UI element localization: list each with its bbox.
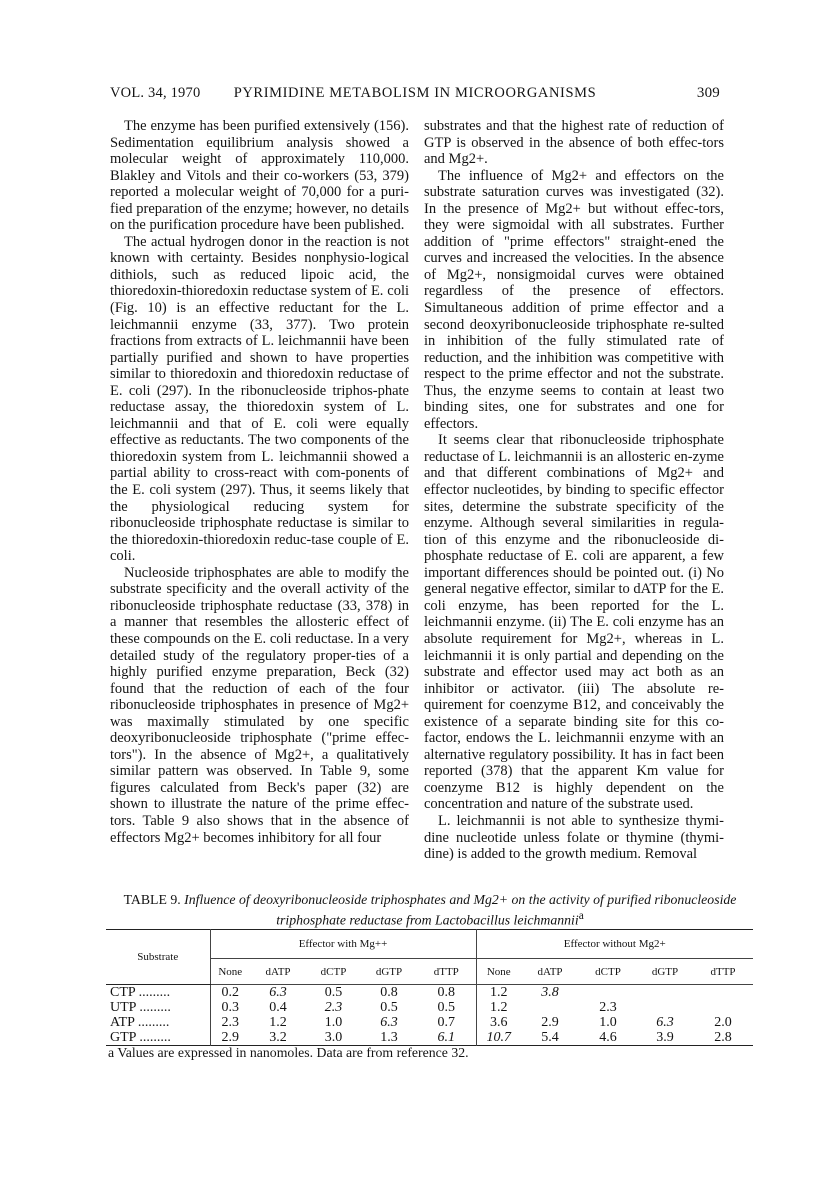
column-header: None	[210, 959, 250, 985]
value-cell: 1.2	[490, 1000, 508, 1015]
value-cell: 3.0	[324, 1030, 343, 1045]
column-header: dGTP	[637, 959, 693, 985]
value-cell: 3.2	[269, 1030, 287, 1045]
value-cell	[579, 985, 637, 1001]
paragraph: substrates and that the highest rate of reduction of GTP is observed in the absence of both effec-tors and Mg2+.	[424, 118, 724, 168]
left-column	[110, 118, 409, 846]
substrate-cell: ATP .........	[106, 1015, 210, 1030]
value-cell: 1.2	[269, 1015, 287, 1030]
value-cell	[637, 985, 693, 1001]
table-footnote: a Values are expressed in nanomoles. Data are from reference 32.	[108, 1045, 469, 1060]
table-caption-text: Influence of deoxyribonucleoside triphosphates and Mg2+ on the activity of purified ribonucleoside triphosphate reductase from Lactobacillus leichmannii	[184, 892, 737, 928]
value-cell: 0.4	[269, 1000, 287, 1015]
paragraph: The enzyme has been purified extensively (156). Sedimentation equilibrium analysis showed a molecular weight of approximately 110,000. Blakley and Vitols and their co-workers (53, 379) reported a molecular weight of 70,000 for a puri-fied preparation of the enzyme; however, no details on the purification procedure have been published.	[110, 118, 409, 234]
value-cell: 6.3	[380, 1015, 398, 1030]
value-cell: 3.9	[656, 1030, 674, 1045]
column-header: dATP	[521, 959, 579, 985]
value-cell: 0.2	[221, 985, 239, 1000]
paragraph: Nucleoside triphosphates are able to modify the substrate specificity and the overall activity of the ribonucleoside triphosphate reductase (33, 378) in a manner that resembles the allosteric effect of these compounds on the E. coli reductase. In a very detailed study of the regulatory proper-ties of a highly purified enzyme preparation, Beck (32) found that the reduction of each of the four ribonucleoside triphosphates in presence of Mg2+ was maximally stimulated by one specific deoxyribonucleoside triphosphate ("prime effec-tors"). In the absence of Mg2+, a qualitatively similar pattern was observed. In Table 9, some figures calculated from Beck's paper (32) are shown to illustrate the nature of the prime effec-tors. Table 9 also shows that in the absence of effectors Mg2+ becomes inhibitory for all four	[110, 564, 409, 846]
substrate-header: Substrate	[106, 930, 210, 985]
value-cell: 2.3	[221, 1015, 239, 1030]
column-header: dTTP	[693, 959, 753, 985]
table-caption	[110, 891, 750, 929]
table-row	[106, 1015, 753, 1030]
paragraph: L. leichmannii is not able to synthesize thymi-dine nucleotide unless folate or thymine (thymi-dine) is added to the growth medium. Removal	[424, 812, 724, 863]
value-cell: 3.8	[541, 985, 559, 1000]
value-cell: 0.5	[324, 985, 343, 1000]
table-row	[106, 1030, 753, 1046]
value-cell: 0.7	[417, 1015, 476, 1030]
running-header	[110, 85, 720, 109]
group-header-without-mg: Effector without Mg2+	[476, 930, 753, 959]
value-cell: 1.0	[324, 1015, 343, 1030]
value-cell: 1.3	[380, 1030, 398, 1045]
value-cell	[521, 1000, 579, 1015]
substrate-cell: UTP .........	[106, 1000, 210, 1015]
volume-label: VOL. 34, 1970	[110, 85, 201, 101]
value-cell: 2.9	[541, 1015, 559, 1030]
table-label: TABLE 9.	[123, 892, 181, 907]
value-cell: 6.1	[417, 1030, 476, 1046]
substrate-cell: CTP .........	[106, 985, 210, 1001]
value-cell	[693, 1000, 753, 1015]
column-header: dCTP	[579, 959, 637, 985]
value-cell: 1.0	[599, 1015, 617, 1030]
column-header: dTTP	[417, 959, 476, 985]
value-cell: 0.3	[221, 1000, 239, 1015]
value-cell: 1.2	[490, 985, 508, 1000]
group-header-with-mg: Effector with Mg++	[210, 930, 476, 959]
column-header: None	[476, 959, 521, 985]
value-cell: 0.5	[417, 1000, 476, 1015]
value-cell: 0.8	[417, 985, 476, 1001]
value-cell: 6.3	[656, 1015, 674, 1030]
right-column	[424, 118, 724, 863]
caption-footnote-mark: a	[578, 910, 584, 922]
value-cell: 0.8	[380, 985, 398, 1000]
value-cell	[637, 1000, 693, 1015]
value-cell	[693, 985, 753, 1001]
table-row	[106, 1000, 753, 1015]
value-cell: 0.5	[380, 1000, 398, 1015]
table-row	[106, 985, 753, 1001]
column-header: dATP	[250, 959, 306, 985]
value-cell: 3.6	[490, 1015, 508, 1030]
value-cell: 2.3	[599, 1000, 617, 1015]
data-table	[106, 929, 753, 1046]
page-number: 309	[696, 85, 720, 101]
value-cell: 2.8	[714, 1030, 732, 1045]
running-title: PYRIMIDINE METABOLISM IN MICROORGANISMS	[233, 85, 597, 101]
value-cell: 2.9	[221, 1030, 239, 1045]
paragraph: The influence of Mg2+ and effectors on the substrate saturation curves was investigated (32). In the presence of Mg2+ but without effec-tors, they were sigmoidal with all substrates. Further addition of "prime effectors" straight-ened the curves and increased the velocities. In the absence of Mg2+, nonsigmoidal curves were obtained regardless of the presence of effectors. Simultaneous addition of prime effector and a second deoxyribonucleoside triphosphate re-sulted in inhibition of the fully stimulated rate of reduction, and the inhibition was competitive with respect to the prime effector and not the substrate. Thus, the enzyme seems to contain at least two binding sites, one for substrates and one for effectors.	[424, 167, 724, 432]
value-cell: 4.6	[599, 1030, 617, 1045]
value-cell: 5.4	[541, 1030, 559, 1045]
column-header: dCTP	[306, 959, 361, 985]
value-cell: 10.7	[486, 1030, 511, 1045]
column-header: dGTP	[361, 959, 417, 985]
substrate-cell: GTP .........	[106, 1030, 210, 1046]
paragraph: It seems clear that ribonucleoside triphosphate reductase of L. leichmannii is an allosteric en-zyme and that different combinations of Mg2+ and effector nucleotides, by binding to specific effector sites, determine the substrate specificity of the enzyme. Although several similarities in regula-tion of this enzyme and the ribonucleoside di-phosphate reductase of E. coli are apparent, a few important differences should be pointed out. (i) No general negative effector, similar to dATP for the E. coli enzyme, has been reported for the L. leichmannii enzyme. (ii) The E. coli enzyme has an absolute requirement for Mg2+, whereas in L. leichmannii it is only partial and depending on the substrate and effector used may act both as an inhibitor or activator. (iii) The absolute re-quirement for coenzyme B12, and conceivably the existence of a separate binding site for this co-factor, endows the L. leichmannii enzyme with an alternative regulatory possibility. It has in fact been reported (378) that the apparent Km value for coenzyme B12 is highly dependent on the concentration and nature of the substrate used.	[424, 432, 724, 813]
paragraph: The actual hydrogen donor in the reaction is not known with certainty. Besides nonphysio-logical dithiols, such as reduced lipoic acid, the thioredoxin-thioredoxin reductase system of E. coli (Fig. 10) is an effective reductant for the L. leichmannii enzyme (33, 377). Two protein fractions from extracts of L. leichmannii have been partially purified and shown to have properties similar to thioredoxin and thioredoxin reductase of E. coli (297). In the ribonucleoside triphos-phate reductase assay, the thioredoxin system of L. leichmannii and that of E. coli were equally effective as reductants. The two components of the thioredoxin system from L. leichmannii showed a partial ability to cross-react with com-ponents of the E. coli system (297). Thus, it seems likely that the physiological reducing system for ribonucleoside triphosphate reductase is similar to the thioredoxin-thioredoxin reduc-tase couple of E. coli.	[110, 233, 409, 565]
value-cell: 6.3	[269, 985, 287, 1000]
value-cell: 2.0	[714, 1015, 732, 1030]
value-cell: 2.3	[324, 1000, 343, 1015]
